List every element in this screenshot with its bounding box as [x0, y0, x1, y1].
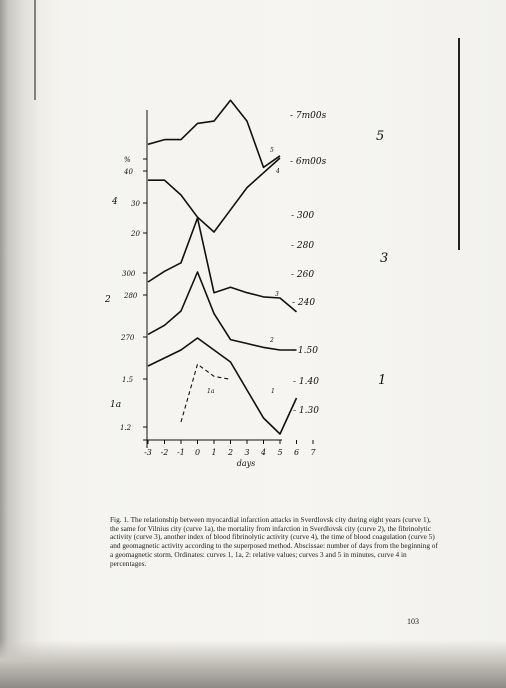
- left-axis-label: 270: [121, 334, 135, 342]
- left-axis-label: 1.2: [120, 424, 132, 432]
- left-axis-label: 40: [124, 168, 133, 176]
- left-curve-label: 2: [105, 295, 111, 305]
- series-line-5: [148, 100, 280, 167]
- right-axis-label: - 1.30: [293, 406, 319, 416]
- right-curve-label: 3: [380, 251, 389, 266]
- right-axis-label: - 280: [291, 241, 315, 251]
- curve-end-label: 2: [270, 337, 274, 344]
- x-tick-label: 1: [211, 448, 217, 457]
- x-tick-label: -3: [144, 448, 152, 457]
- curve-end-label: 4: [276, 168, 280, 175]
- right-axis-label: - 300: [291, 211, 315, 221]
- x-tick-label: -1: [177, 448, 185, 457]
- left-axis-label: 30: [131, 200, 140, 208]
- left-curve-label: 1a: [110, 400, 122, 410]
- right-axis-label: - 7m00s: [290, 111, 327, 121]
- x-tick-label: 4: [260, 448, 267, 457]
- left-axis-label: %: [124, 156, 131, 164]
- left-axis-label: 1.5: [122, 376, 134, 384]
- curve-end-label: 1: [271, 388, 275, 395]
- right-curve-label: 5: [376, 129, 385, 144]
- x-tick-label: 0: [194, 448, 201, 457]
- figure-caption: [110, 516, 440, 568]
- x-tick-label: 5: [277, 448, 283, 457]
- series-line-4: [148, 158, 280, 232]
- figure-caption-text: The relationship between myocardial infarction attacks in Sverdlovsk city during eight years (curve 1), the same for Vilnius city (curve 1a), the mortality from infarction in Sverdlovsk city (curve 2), the fibrinolytic activity (curve 3), another index of blood fibrinolytic activity (curve 4), the time of blood coagulation (curve 5) and geomagnetic activity according to the superposed method. Abscissae: number of days from the beginning of a geomagnetic storm. Ordinates: curves 1, 1a, 2: relative values; curves 3 and 5 in minutes, curve 4 in percentages.: [110, 515, 438, 568]
- page-number: 103: [407, 617, 419, 626]
- right-axis-label: - 240: [292, 298, 316, 308]
- x-tick-label: 2: [227, 448, 234, 457]
- x-tick-label: 6: [293, 448, 300, 457]
- x-tick-label: -2: [160, 448, 169, 457]
- left-axis-label: 300: [122, 270, 136, 278]
- curve-end-label: 5: [270, 147, 274, 154]
- curve-end-label: 3: [275, 291, 279, 298]
- right-axis-label: - 6m00s: [290, 157, 327, 167]
- right-curve-label: 1: [378, 373, 387, 388]
- left-axis-label: 280: [124, 292, 138, 300]
- page-bottom-shadow: [0, 640, 506, 688]
- figure-label: Fig. 1.: [110, 515, 129, 524]
- series-line-1a: [181, 364, 231, 422]
- left-axis-label: 20: [131, 230, 140, 238]
- curve-end-label: 1a: [207, 388, 215, 395]
- x-tick-label: 7: [310, 448, 316, 457]
- series-line-2: [148, 272, 297, 350]
- right-axis-label: - 1.50: [292, 346, 318, 356]
- series-line-1: [148, 338, 297, 434]
- x-tick-label: 3: [244, 448, 250, 457]
- x-axis-label: days: [236, 459, 256, 468]
- right-axis-label: - 1.40: [293, 377, 319, 387]
- left-curve-label: 4: [112, 197, 118, 207]
- right-axis-label: - 260: [291, 270, 315, 280]
